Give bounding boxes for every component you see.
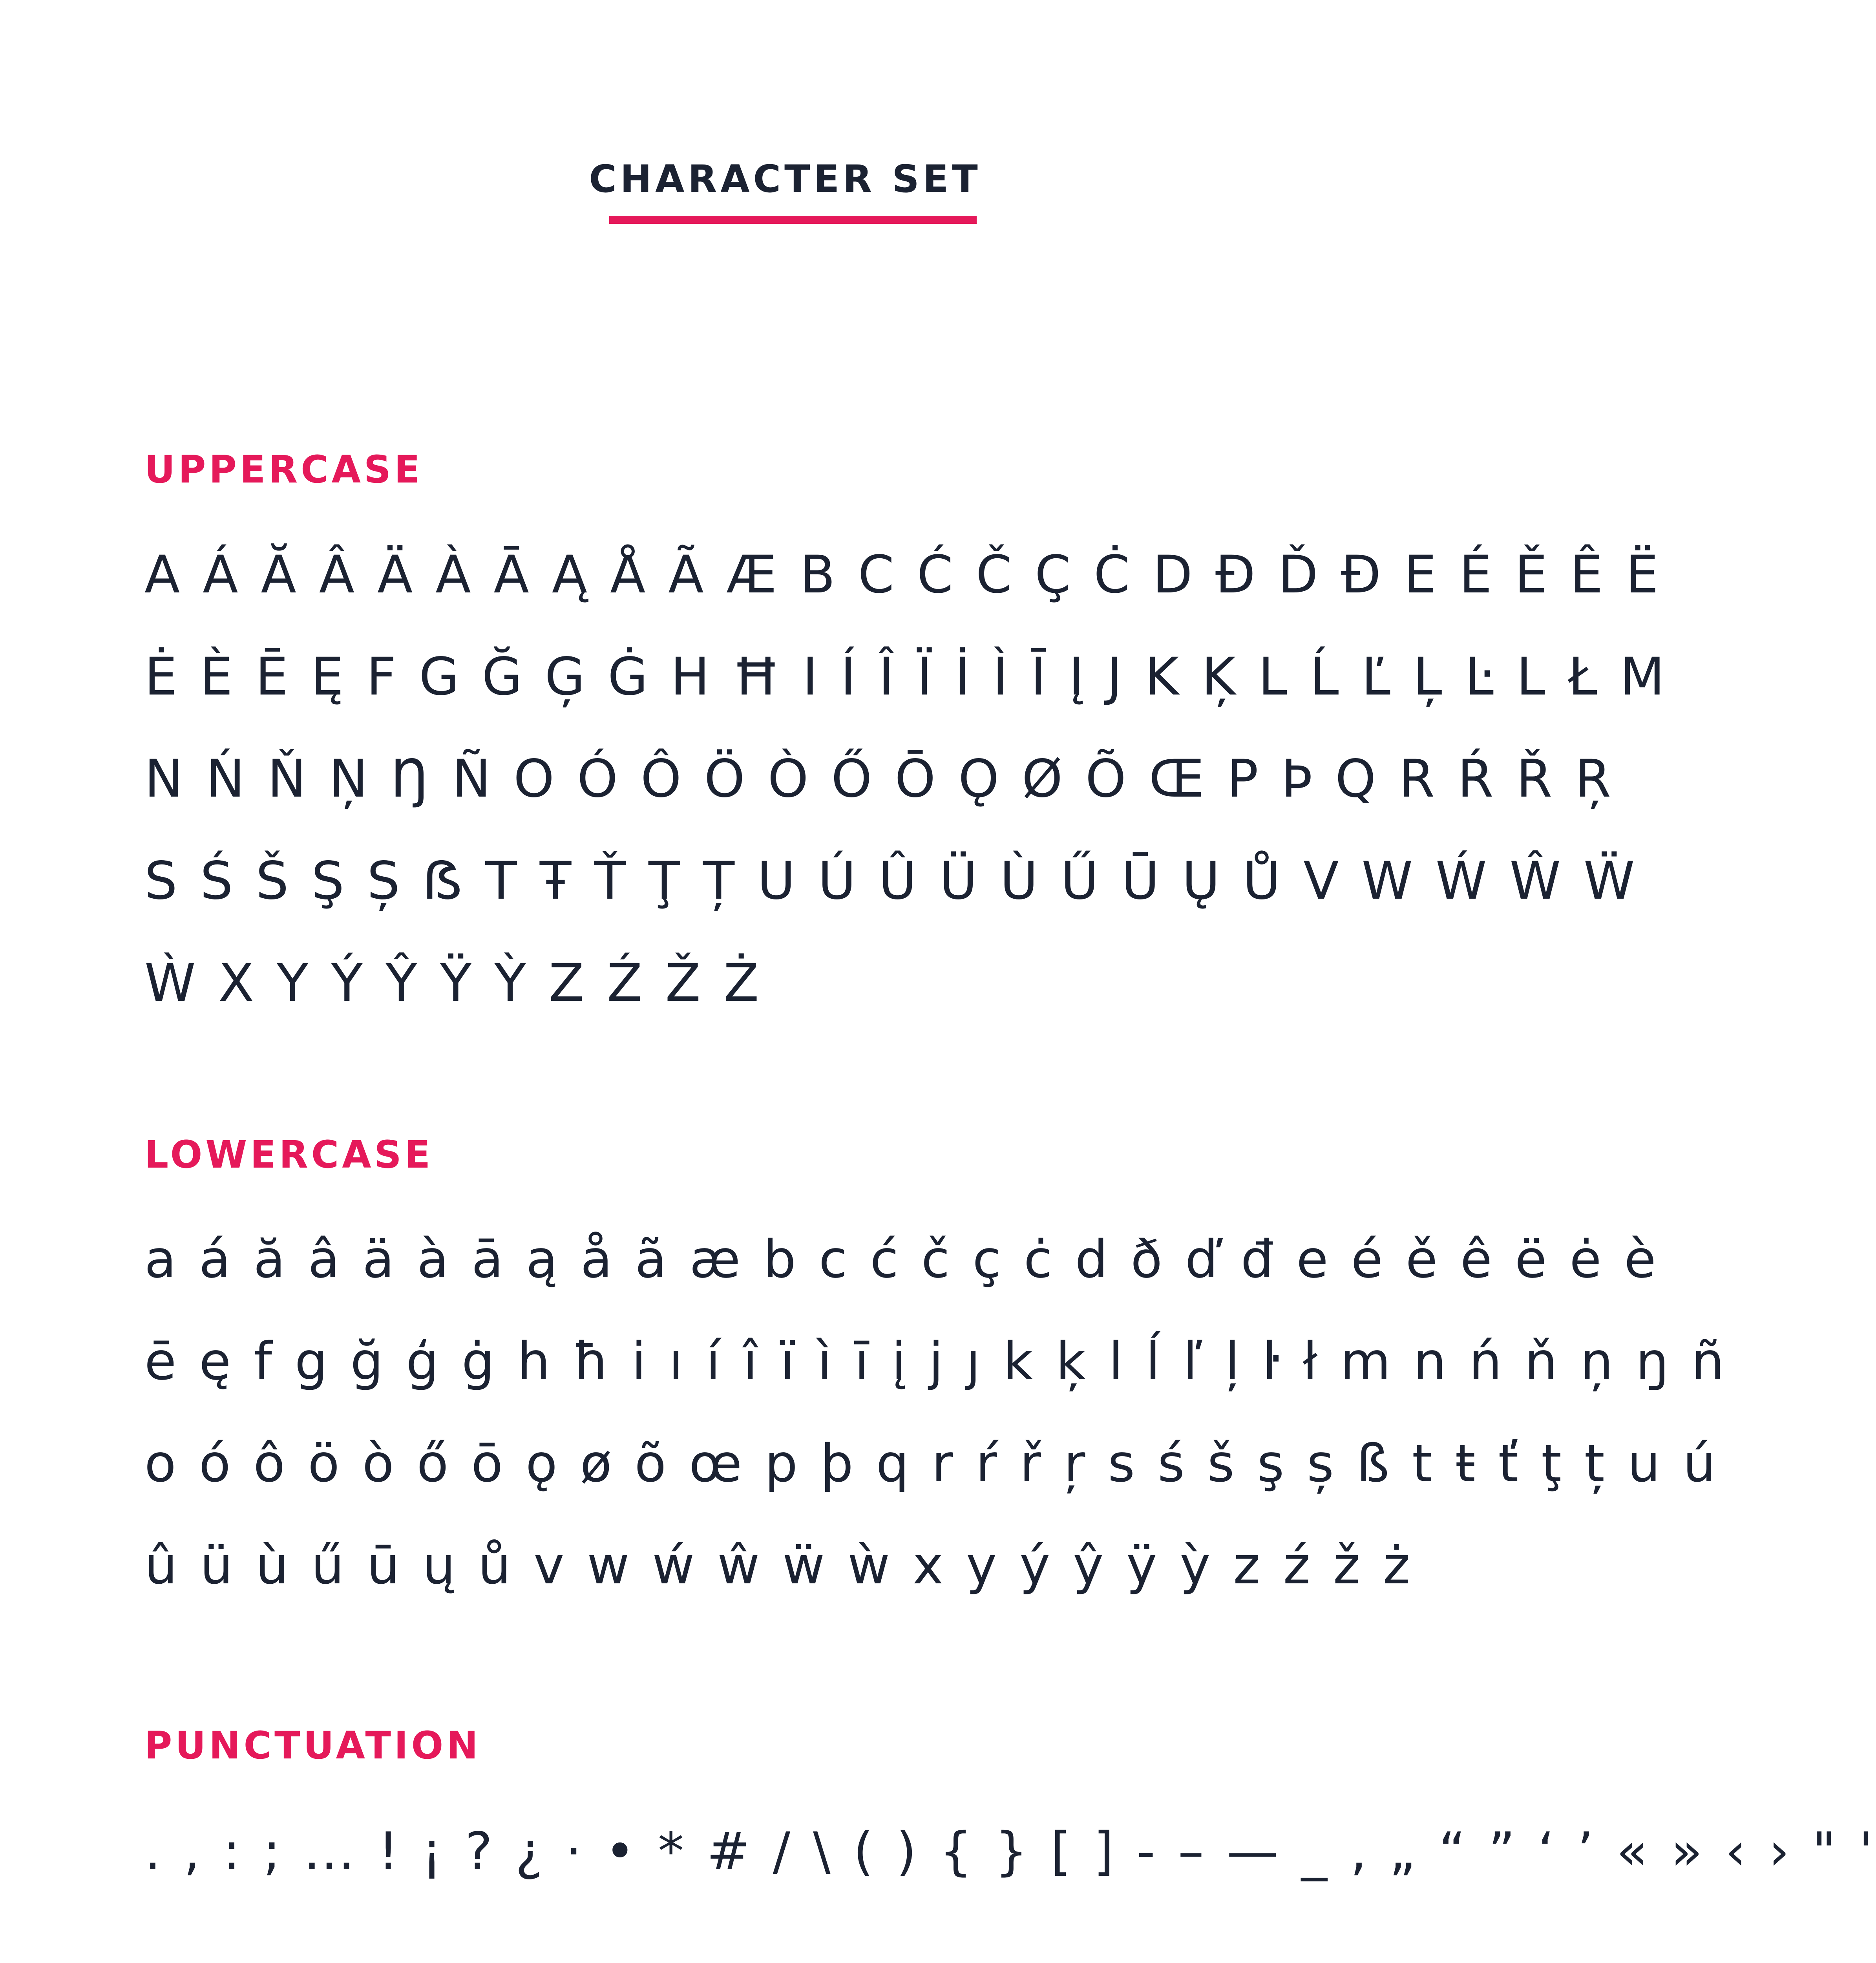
lowercase-line: ē ę f g ğ ģ ġ h ħ i ı í î ï ì ī į j ȷ k ķ l ĺ ľ ļ ŀ ł m n ń ň ņ ŋ ñ — [144, 1331, 1728, 1392]
uppercase-line: Ė È Ē Ę F G Ğ Ģ Ġ H Ħ I Í Î Ï İ Ì Ī Į J K Ķ L Ĺ Ľ Ļ Ŀ L Ł M — [144, 647, 1668, 707]
lowercase-line: o ó ô ö ò ő ō ǫ ø õ œ p þ q r ŕ ř ŗ s ś š ş ș ß t ŧ ť ţ ț u ú — [144, 1433, 1719, 1494]
page-title: CHARACTER SET — [589, 157, 981, 201]
uppercase-line: S Ś Š Ş Ș ẞ T Ŧ Ť Ţ Ț U Ú Û Ü Ù Ű Ū Ų Ů V W Ẃ Ŵ Ẅ — [144, 851, 1638, 911]
lowercase-line: û ü ù ű ū ų ů v w ẃ ŵ ẅ ẁ x y ý ŷ ÿ ỳ z ź ž ż — [144, 1535, 1414, 1596]
punctuation-line: . , : ; … ! ¡ ? ¿ · • * # / \ ( ) { } [ ] - – — _ ‚ „ “ ” ‘ ’ « » ‹ › " ' — [144, 1821, 1876, 1882]
uppercase-line: Ẁ X Y Ý Ŷ Ÿ Ỳ Z Ź Ž Ż — [144, 953, 762, 1013]
title-underline — [609, 216, 977, 224]
lowercase-heading: LOWERCASE — [144, 1133, 434, 1177]
lowercase-line: a á ă â ä à ā ą å ã æ b c ć č ç ċ d ð ď đ e é ě ê ë ė è — [144, 1229, 1659, 1290]
uppercase-line: N Ń Ň Ņ Ŋ Ñ O Ó Ô Ö Ò Ő Ō Ǫ Ø Õ Œ P Þ Q R Ŕ Ř Ŗ — [144, 749, 1614, 809]
uppercase-line: A Á Ă Â Ä À Ā Ą Å Ã Æ B C Ć Č Ç Ċ D Ð Ď Đ E É Ě Ê Ë — [144, 545, 1662, 605]
uppercase-heading: UPPERCASE — [144, 448, 423, 492]
punctuation-heading: PUNCTUATION — [144, 1724, 481, 1767]
